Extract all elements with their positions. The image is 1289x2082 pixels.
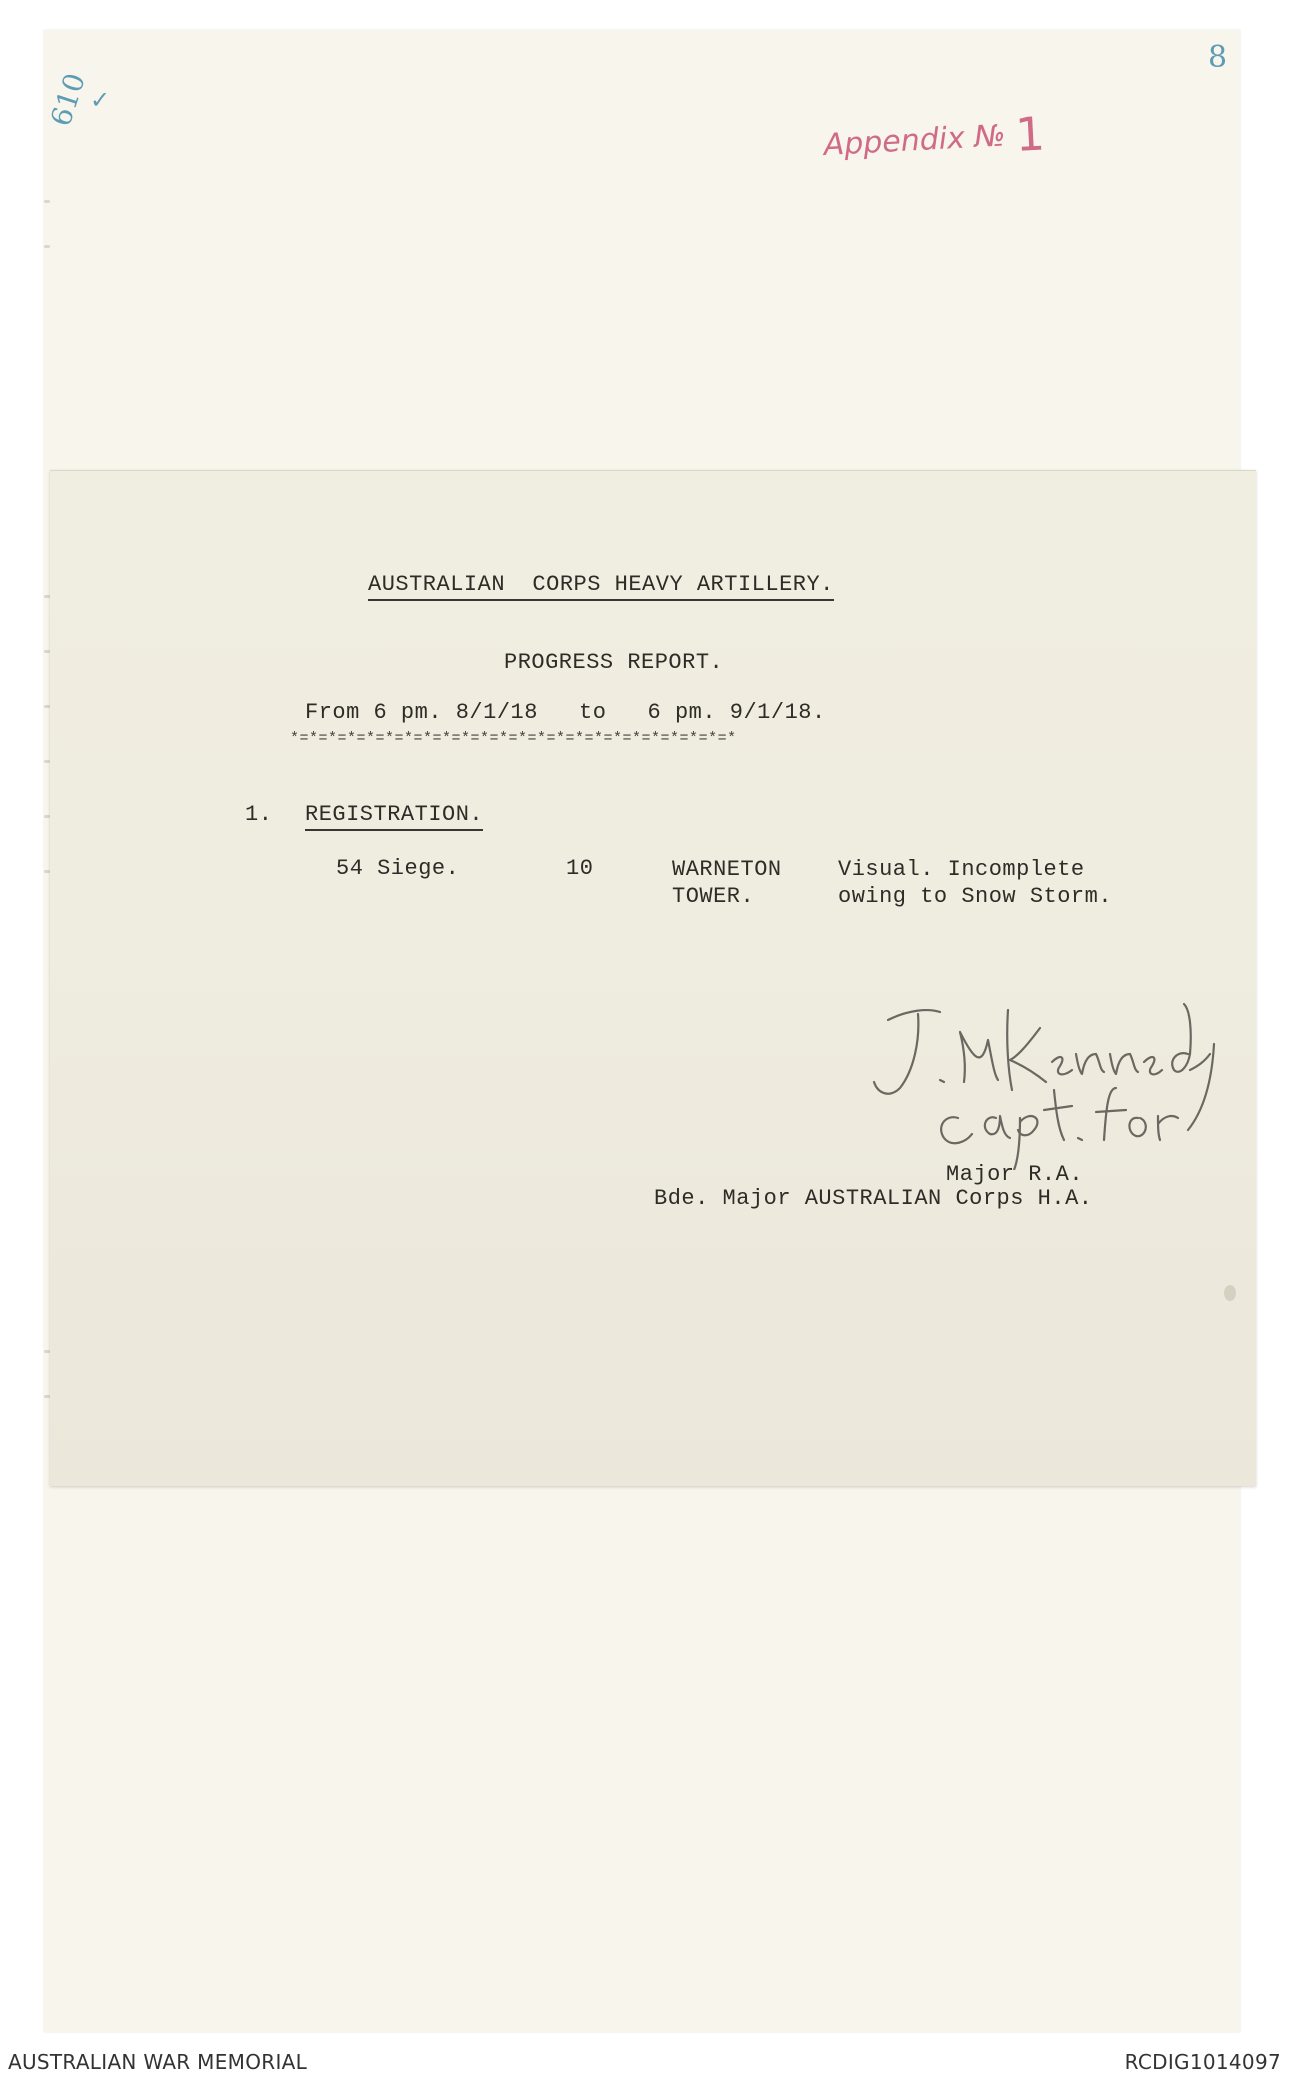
- section-number: 1.: [245, 802, 273, 827]
- reference-number: 610: [44, 69, 92, 131]
- entry-number: 10: [566, 856, 594, 881]
- handwritten-signature: [848, 970, 1228, 1170]
- footer-item-id: RCDIG1014097: [1124, 2050, 1281, 2074]
- entry-target: WARNETON TOWER.: [672, 857, 782, 909]
- footer-institution: AUSTRALIAN WAR MEMORIAL: [8, 2050, 308, 2074]
- signatory-appointment: Bde. Major AUSTRALIAN Corps H.A.: [654, 1186, 1093, 1211]
- entry-remarks: Visual. Incomplete owing to Snow Storm.: [838, 857, 1113, 909]
- report-subtitle: PROGRESS REPORT.: [504, 650, 724, 675]
- page-number: 8: [1208, 40, 1228, 75]
- report-title: AUSTRALIAN CORPS HEAVY ARTILLERY.: [368, 572, 834, 601]
- appendix-stamp: [822, 100, 1046, 166]
- signatory-rank: Major R.A.: [946, 1162, 1084, 1187]
- appendix-number: 1: [1014, 106, 1047, 162]
- section-title: REGISTRATION.: [305, 802, 483, 831]
- entry-battery: 54 Siege.: [336, 856, 460, 881]
- report-period: From 6 pm. 8/1/18 to 6 pm. 9/1/18.: [305, 700, 826, 725]
- appendix-label: Appendix №: [822, 118, 1007, 163]
- check-mark-icon: ✓: [90, 86, 111, 114]
- paper-stain: [1224, 1285, 1236, 1301]
- divider-line: *=*=*=*=*=*=*=*=*=*=*=*=*=*=*=*=*=*=*=*=*=*=*=*: [290, 730, 737, 747]
